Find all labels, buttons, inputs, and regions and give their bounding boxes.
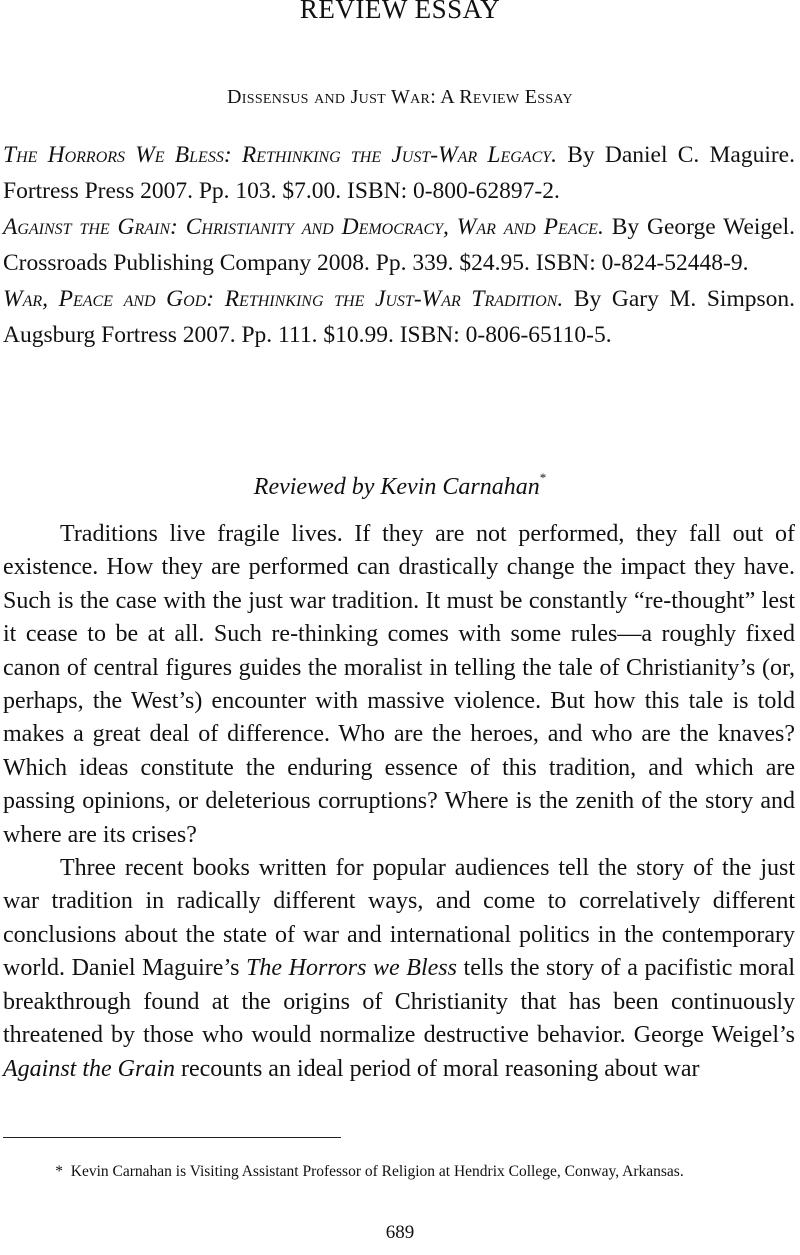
citation-weigel — [3, 209, 795, 281]
body-text-run: tells the story of a pacifistic moral breakthrough found at the origins of Christianity that has been continuously threatened by those who would normalize destructive behavior. George Weigel’s — [3, 955, 796, 1049]
body-text-run: Three recent books written for popular audiences tell the story of the just war tradition in radically different ways, and come to correlatively different conclusions about the state of war and international politics in the contemporary world. Daniel Maguire’s — [3, 855, 795, 982]
footnote — [3, 1161, 795, 1182]
citation-simpson — [3, 281, 795, 353]
book-title-italic: The Horrors we Bless — [246, 955, 457, 982]
citation-details: By Gary M. Simpson. Augsburg Fortress 2007. Pp. 111. $10.99. ISBN: 0-806-65110-5. — [3, 286, 795, 348]
body-paragraph: Traditions live fragile lives. If they are not performed, they fall out of existence. How they are performed can drastically change the impact they have. Such is the case with the just war tradition. It must be constantly “re-thought” lest it cease to be at all. Such re-thinking comes with some rules—a roughly fixed canon of central figures guides the moralist in telling the tale of Christianity’s (or, perhaps, the West’s) encounter with massive violence. But how this tale is told makes a great deal of difference. Who are the heroes, and who are the knaves? Which ideas constitute the enduring essence of this tradition, and which are passing opinions, or deleterious corruptions? Where is the zenith of the story and where are its crises? — [3, 521, 795, 848]
page-number: 689 — [385, 1222, 415, 1243]
footnote-mark: * — [55, 1163, 63, 1180]
citation-title: War, Peace and God: Rethinking the Just-War Tradition. — [3, 286, 564, 312]
footnote-divider — [3, 1137, 341, 1138]
body-text-run: recounts an ideal period of moral reasoning about war — [175, 1055, 700, 1082]
footnote-marker: * — [539, 470, 547, 485]
citation-details: By George Weigel. Crossroads Publishing Company 2008. Pp. 339. $24.95. ISBN: 0-824-52448-9. — [3, 214, 795, 276]
essay-title: Dissensus and Just War: A Review Essay — [227, 86, 573, 108]
citation-maguire — [3, 137, 795, 209]
citation-title: The Horrors We Bless: Rethinking the Just-War Legacy. — [3, 142, 558, 168]
reviewer-byline — [0, 470, 800, 501]
body-paragraph — [3, 852, 795, 1086]
reviewer-text: Reviewed by Kevin Carnahan — [253, 474, 540, 500]
footnote-text: Kevin Carnahan is Visiting Assistant Professor of Religion at Hendrix College, Conway, Arkansas. — [70, 1163, 684, 1180]
essay-body — [3, 518, 795, 1086]
book-title-italic: Against the Grain — [3, 1055, 175, 1082]
book-citations — [3, 137, 795, 353]
citation-title: Against the Grain: Christianity and Democracy, War and Peace. — [3, 214, 604, 240]
section-header: REVIEW ESSAY — [299, 0, 501, 24]
citation-details: By Daniel C. Maguire. Fortress Press 2007. Pp. 103. $7.00. ISBN: 0-800-62897-2. — [3, 142, 795, 204]
